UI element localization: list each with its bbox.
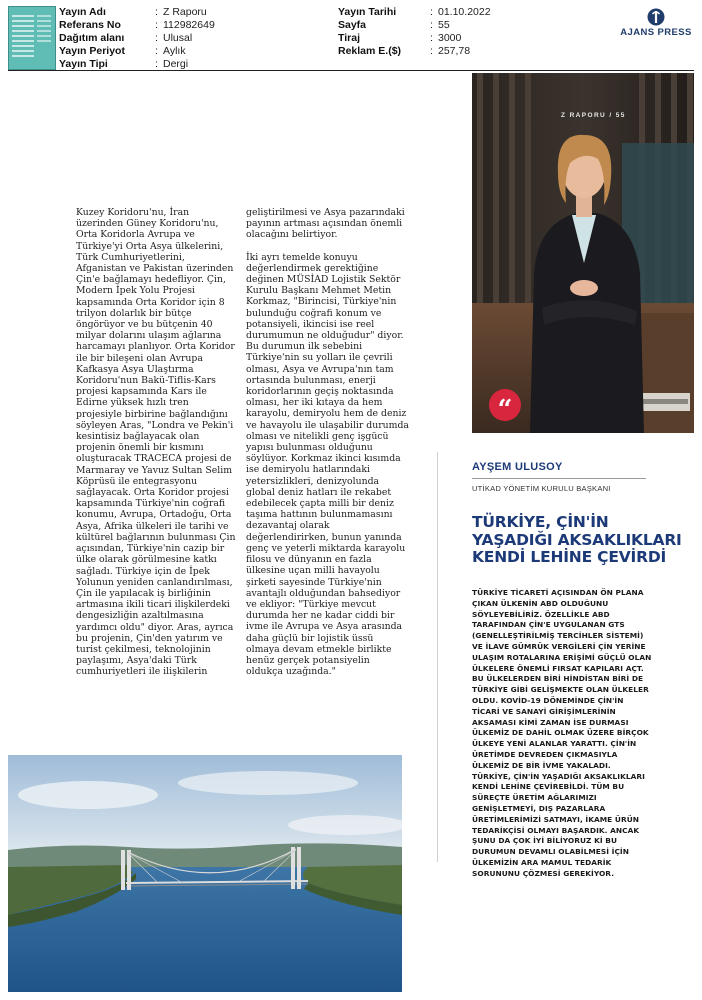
meta-row-dagitim-alani: Dağıtım alanı : Ulusal — [59, 32, 193, 44]
author-name: AYŞEM ULUSOY — [472, 461, 563, 473]
bridge-illustration — [8, 755, 402, 992]
meta-row-tiraj: Tiraj : 3000 — [338, 32, 462, 44]
page-thumbnail — [8, 6, 56, 70]
author-rule — [472, 478, 646, 479]
ajans-press-logo-text: AJANS PRESS — [620, 27, 692, 38]
quote-icon: “ — [489, 389, 521, 421]
ajans-press-logo-icon — [647, 8, 665, 26]
meta-row-sayfa: Sayfa : 55 — [338, 19, 450, 31]
author-role: UTİKAD YÖNETİM KURULU BAŞKANI — [472, 484, 611, 493]
publication-meta-right — [338, 6, 491, 58]
article-col2-paragraph-1: geliştirilmesi ve Asya pazarındaki payının artması açısından önemli olacağını belirtiyor. — [246, 207, 405, 241]
headline-line-1: TÜRKİYE, ÇİN'İN — [472, 513, 609, 531]
headline-line-2: YAŞADIĞI AKSAKLIKLARI — [472, 530, 682, 549]
bridge-photo — [8, 755, 402, 992]
header-divider — [8, 70, 694, 71]
photo-page-label: Z RAPORU / 55 — [561, 112, 626, 119]
article-col1-text: Kuzey Koridoru'nu, İran üzerinden Güney Koridoru'nu, Orta Koridorla Avrupa ve Türkiye'yi Orta Asya ülkelerini, Türk Cumhuriyetlerini, Afganistan ve Pakistan üzerinden Çin'e bağlamayı hedefliyor. Çin, Modern İpek Yolu Projesi kapsamında Orta Koridor için 8 trilyon dolarlık bir bütçe öngörüyor ve bu bütçenin 40 milyar dolarını ulaşım ağlarına harcamayı planlıyor. Orta Koridor ile bir bileşeni olan Avrupa Kafkasya Asya Ulaştırma Koridoru'nun Bakü-Tiflis-Kars projesi kapsamında Kars ile Edirne yüksek hızlı tren projesiyle birbirine bağlandığını söyleyen Aras, "Londra ve Pekin'i kesintisiz bağlayacak olan projenin önemli bir kısmını oluşturacak TRACECA projesi de Marmaray ve Yavuz Sultan Selim Köprüsü ile entegrasyonu sağlayacak. Orta Koridor projesi kapsamında Türkiye'nin coğrafi konumu, Avrupa, Ortadoğu, Orta Asya, Afrika ülkeleri ile tarihi ve kültürel bağlarının bulunması Çin açısından, Türkiye'nin cazip bir ülke olarak görülmesine katkı sağladı. Türkiye için de İpek Yolunun yeniden canlandırılması, Çin ile yapılacak iş birliğinin artmasına ikili ticari ilişkilerdeki dengesizliğin azaltılmasına yardımcı oldu" diyor. Aras, ayrıca bu projenin, Çin'den yatırım ve turist çekilmesi, teknolojinin paylaşımı, Asya'daki Türk cumhuriyetleri ile ilişkilerin — [76, 207, 236, 678]
meta-row-reklam: Reklam E.($) : 257,78 — [338, 45, 471, 57]
lead-paragraph: TÜRKİYE TİCARETİ AÇISINDAN ÖN PLANA ÇIKAN ÜLKENİN ABD OLDUĞUNU SÖYLEYEBİLİRİZ. ÖZELLİKLE ABD TARAFINDAN ÇİN'E UYGULANAN GTS (GENELLEŞTİRİLMİŞ TERCİHLER SİSTEMİ) VE İLAVE GÜMRÜK VERGİLERİ ÇİN YERİNE ULAŞIM ROTALARINA ERİŞİMİ GÜÇLÜ OLAN ÜLKELERE ÖNEMLİ FIRSAT KAPILARI AÇT. BU ÜLKELERDEN BİRİ HİNDİSTAN BİRİ DE TÜRKİYE GİBİ GELİŞMEKTE OLAN ÜLKELER OLDU. KOVİD-19 DÖNEMİNDE ÇİN'İN TİCARİ VE SANAYİ GİRİŞİMLERİNİN AKSAMASI KİMİ ZAMAN İSE DURMASI ÜLKEMİZ DE DAHİL OLMAK ÜZERE BİRÇOK ÜLKEYE YENİ ALANLAR YARATTI. ÇİN'İN ÜRETİMDE DEVREDEN ÇIKMASIYLA ÜLKEMİZ DE BİR İVME YAKALADI. TÜRKİYE, ÇİN'İN YAŞADIĞI AKSAKLIKLARI KENDİ LEHİNE ÇEVİREBİLDİ. TÜM BU SÜREÇTE ÜRETİM AĞLARIMIZI GENİŞLETMEYİ, DIŞ PAZARLARA ÜRETİMLERİMİZİ SATMAYI, İKAME ÜRÜN TEDARİKÇİSİ OLMAYI BAŞARDIK. ANCAK ŞUNU DA ÇOK İYİ BİLİYORUZ Kİ BU DURUMUN DEVAMLI OLABİLMESİ İÇİN ÜLKEMİZİN ARA MAMUL TEDARİK SORUNUNU ÇÖZMESİ GEREKİYOR. — [472, 588, 652, 878]
headline-line-3: KENDİ LEHİNE ÇEVİRDİ — [472, 548, 667, 566]
column-divider — [437, 452, 438, 862]
article-col2-paragraph-2: İki ayrı temelde konuyu değerlendirmek gerektiğine değinen MÜSİAD Lojistik Sektör Kurulu Başkanı Mehmet Metin Korkmaz, "Birincisi, Türkiye'nin bulunduğu coğrafi konum ve potansiyeli, ikincisi ise reel durumumun ne olduğudur" diyor. Bu durumun ilk sebebini Türkiye'nin su yolları ile çevrili olması, Asya ve Avrupa'nın tam ortasında bulunması, enerji koridorlarının geçiş noktasında olması, her iki kıtaya da hem karayolu, demiryolu hem de deniz ve havayolu ile ulaşabilir durumda olması ve nitelikli genç işgücü yapısı bulunması olduğunu söylüyor. Korkmaz ikinci kısımda ise demiryolu hatlarındaki yetersizlikleri, denizyolunda global deniz hatları ile rekabet edebilecek çapta milli bir deniz taşıma hattının bulunmamasını dezavantaj olarak değerlendirirken, bunun yanında genç ve yeterli miktarda karayolu filosu ve dünyanın en fazla ülkesine uçan milli havayolu şirketi sayesinde Türkiye'nin avantajlı olduğundan bahsediyor ve ekliyor: "Türkiye mevcut durumda her ne kadar ciddi bir ivme ile Avrupa ve Asya arasında daha güçlü bir lojistik üssü olmaya devam etmekle birlikte henüz gerçek potansiyelin oldukça uzağında." — [246, 251, 409, 678]
ajans-press-logo — [618, 8, 694, 38]
article-column-2 — [246, 207, 409, 677]
meta-row-yayin-tarihi: Yayın Tarihi : 01.10.2022 — [338, 6, 491, 18]
publication-meta-left — [59, 6, 215, 71]
meta-row-yayin-adi: Yayın Adı : Z Raporu — [59, 6, 207, 18]
meta-row-yayin-periyot: Yayın Periyot : Aylık — [59, 45, 186, 57]
article-column-1 — [76, 207, 236, 678]
meta-row-referans-no: Referans No : 112982649 — [59, 19, 215, 31]
portrait-illustration — [472, 73, 694, 433]
headline — [472, 514, 692, 567]
meta-row-yayin-tipi: Yayın Tipi : Dergi — [59, 58, 189, 70]
portrait-photo — [472, 73, 694, 433]
